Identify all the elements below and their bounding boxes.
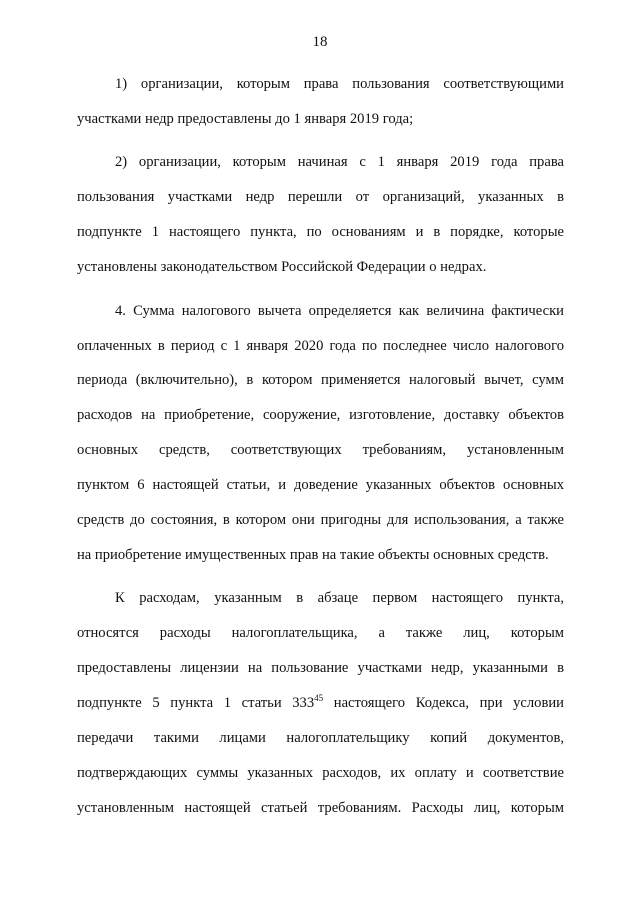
article-reference-text: подпункте 5 пункта 1 статьи 333: [77, 695, 315, 712]
text-line: установленным настоящей статьей требованиям. Расходы лиц, которым: [77, 799, 564, 816]
text-line: установлены законодательством Российской Федерации о недрах.: [77, 259, 487, 276]
text-line: подпункте 1 настоящего пункта, по основаниям и в порядке, которые: [77, 224, 564, 241]
text-line: средств до состояния, в котором они пригодны для использования, а также: [77, 512, 564, 529]
text-line: 4. Сумма налогового вычета определяется как величина фактически: [115, 302, 564, 319]
text-line: основных средств, соответствующих требованиям, установленным: [77, 442, 564, 459]
text-line: предоставлены лицензии на пользование участками недр, указанными в: [77, 660, 564, 677]
text-line: К расходам, указанным в абзаце первом настоящего пункта,: [115, 590, 564, 607]
text-line: относятся расходы налогоплательщика, а также лиц, которым: [77, 625, 564, 642]
text-line: оплаченных в период с 1 января 2020 года по последнее число налогового: [77, 337, 564, 354]
text-line: на приобретение имущественных прав на такие объекты основных средств.: [77, 546, 549, 563]
text-line: подтверждающих суммы указанных расходов, их оплату и соответствие: [77, 765, 564, 781]
text-line: расходов на приобретение, сооружение, изготовление, доставку объектов: [77, 407, 564, 424]
document-body: [77, 67, 564, 826]
paragraph-subitem-2: [77, 145, 564, 285]
text-line: периода (включительно), в котором применяется налоговый вычет, сумм: [77, 372, 564, 389]
text-line-with-superscript: [77, 686, 564, 721]
paragraph-expenses: [77, 581, 564, 825]
paragraph-item-4: [77, 294, 564, 573]
text-line: участками недр предоставлены до 1 января 2019 года;: [77, 110, 414, 127]
article-superscript: 45: [314, 693, 324, 704]
text-line: пунктом 6 настоящей статьи, и доведение указанных объектов основных: [77, 477, 564, 494]
text-line: передачи такими лицами налогоплательщику копий документов,: [77, 730, 564, 747]
text-line: 2) организации, которым начиная с 1 января 2019 года права: [115, 154, 564, 171]
page-number: 18: [312, 34, 328, 50]
paragraph-subitem-1: [77, 67, 564, 137]
text-line: пользования участками недр перешли от организаций, указанных в: [77, 189, 564, 206]
text-line: 1) организации, которым права пользования соответствующими: [115, 76, 564, 92]
text-after-reference: настоящего Кодекса, при условии: [323, 695, 564, 712]
